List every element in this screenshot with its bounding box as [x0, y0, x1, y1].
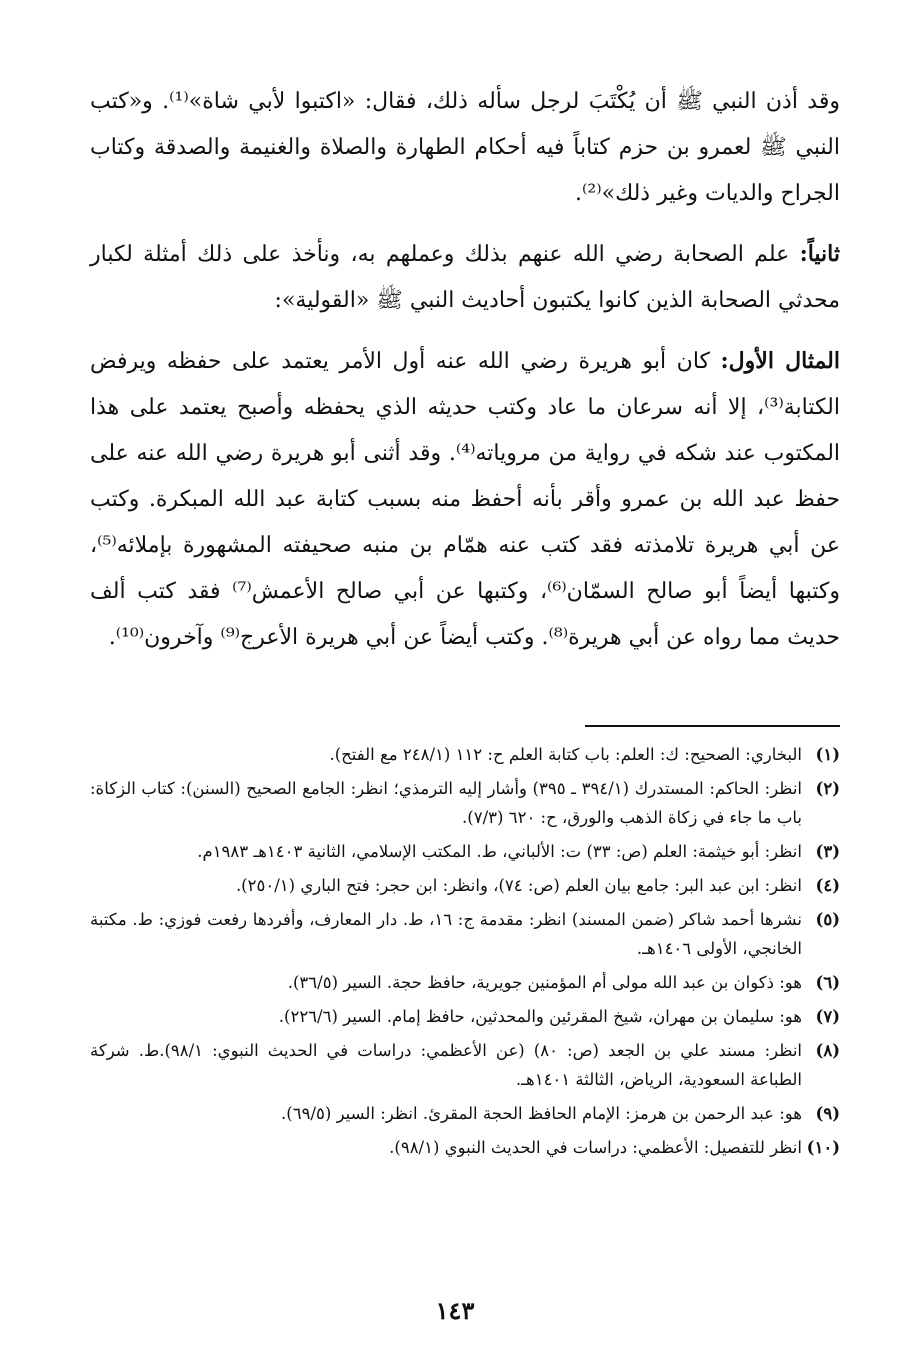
footnote-3 [90, 837, 840, 866]
footnote-4 [90, 871, 840, 900]
page-number: ١٤٣ [435, 1296, 475, 1325]
footnote-1 [90, 740, 840, 769]
footnote-text: البخاري: الصحيح: ك: العلم: باب كتابة العلم ح: ١١٢ (٢٤٨/١ مع الفتح). [329, 745, 802, 764]
footnote-5 [90, 905, 840, 963]
paragraph-3 [90, 338, 840, 661]
footnote-number: (٣) [815, 842, 840, 861]
footnote-number: (١) [815, 745, 840, 764]
footnote-text: نشرها أحمد شاكر (ضمن المسند) انظر: مقدمة ج: ١٦، ط. دار المعارف، وأفردها رفعت فوزي: ط. مكتبة الخانجي، الأولى ١٤٠٦هـ. [90, 910, 802, 958]
footnote-text: انظر للتفصيل: الأعظمي: دراسات في الحديث النبوي (٩٨/١). [389, 1138, 802, 1157]
footnote-6 [90, 968, 840, 997]
footnote-number: (٩) [815, 1104, 840, 1123]
footnote-number: (٤) [815, 876, 840, 895]
footnote-text: هو: عبد الرحمن بن هرمز: الإمام الحافظ الحجة المقرئ. انظر: السير (٦٩/٥). [281, 1104, 802, 1123]
footnote-text: هو: سليمان بن مهران، شيخ المقرئين والمحدثين، حافظ إمام. السير (٢٢٦/٦). [278, 1007, 802, 1026]
footnote-number: (٦) [815, 973, 840, 992]
footnote-2 [90, 774, 840, 832]
footnote-10 [90, 1133, 840, 1162]
footnote-text: انظر: أبو خيثمة: العلم (ص: ٣٣) ت: الألباني، ط. المكتب الإسلامي، الثانية ١٤٠٣هـ ١٩٨٣م. [197, 842, 802, 861]
footnote-8 [90, 1036, 840, 1094]
footnote-text: انظر: ابن عبد البر: جامع بيان العلم (ص: ٧٤)، وانظر: ابن حجر: فتح الباري (٢٥٠/١). [235, 876, 802, 895]
footnote-text: هو: ذكوان بن عبد الله مولى أم المؤمنين جويرية، حافظ حجة. السير (٣٦/٥). [287, 973, 802, 992]
paragraph-1 [90, 78, 840, 217]
paragraph-text: وقد أذن النبي ﷺ أن يُكْتَبَ لرجل سأله ذلك، فقال: «اكتبوا لأبي شاة»⁽¹⁾. و«كتب النبي ﷺ لعمرو بن حزم كتاباً فيه أحكام الطهارة والصلاة والغنيمة والصدقة وكتاب الجراح والديات وغير ذلك»⁽²⁾. [90, 89, 840, 206]
paragraph-lead: ثانياً: [799, 241, 840, 267]
footnote-9 [90, 1099, 840, 1128]
footnote-number: (١٠) [806, 1138, 840, 1157]
footnote-text: انظر: الحاكم: المستدرك (٣٩٤/١ ـ ٣٩٥) وأشار إليه الترمذي؛ انظر: الجامع الصحيح (السنن): كتاب الزكاة: باب ما جاء في زكاة الذهب والورق، ح: ٦٢٠ (٧/٣). [90, 779, 803, 827]
paragraph-text: كان أبو هريرة رضي الله عنه أول الأمر يعتمد على حفظه ويرفض الكتابة⁽³⁾، إلا أنه سرعان ما عاد وكتب حديثه الذي يحفظه وأصبح يعتمد على هذا المكتوب عند شكه في رواية من مروياته⁽⁴⁾. وقد أثنى أبو هريرة رضي الله عنه على حفظ عبد الله بن عمرو وأقر بأنه أحفظ منه بسبب كتابة عبد الله المبكرة. وكتب عن أبي هريرة تلامذته فقد كتب عنه همّام بن منبه صحيفته المشهورة بإملائه⁽⁵⁾، وكتبها أيضاً أبو صالح السمّان⁽⁶⁾، وكتبها عن أبي صالح الأعمش⁽⁷⁾ فقد كتب ألف حديث مما رواه عن أبي هريرة⁽⁸⁾. وكتب أيضاً عن أبي هريرة الأعرج⁽⁹⁾ وآخرون⁽¹⁰⁾. [90, 349, 841, 650]
footnotes [90, 740, 840, 1167]
footnote-divider [585, 725, 840, 727]
footnote-text: انظر: مسند علي بن الجعد (ص: ٨٠) (عن الأعظمي: دراسات في الحديث النبوي: ٩٨/١).ط. شركة الطباعة السعودية، الرياض، الثالثة ١٤٠١هـ. [90, 1041, 803, 1089]
footnote-number: (٥) [815, 910, 840, 929]
footnote-number: (٧) [815, 1007, 840, 1026]
paragraph-lead: المثال الأول: [720, 348, 840, 374]
paragraph-text: علم الصحابة رضي الله عنهم بذلك وعملهم به، ونأخذ على ذلك أمثلة لكبار محدثي الصحابة الذين كانوا يكتبون أحاديث النبي ﷺ «القولية»: [90, 242, 840, 313]
footnote-7 [90, 1002, 840, 1031]
main-text [90, 78, 840, 675]
paragraph-2 [90, 231, 840, 324]
footnote-number: (٢) [815, 779, 840, 798]
footnote-number: (٨) [815, 1041, 840, 1060]
